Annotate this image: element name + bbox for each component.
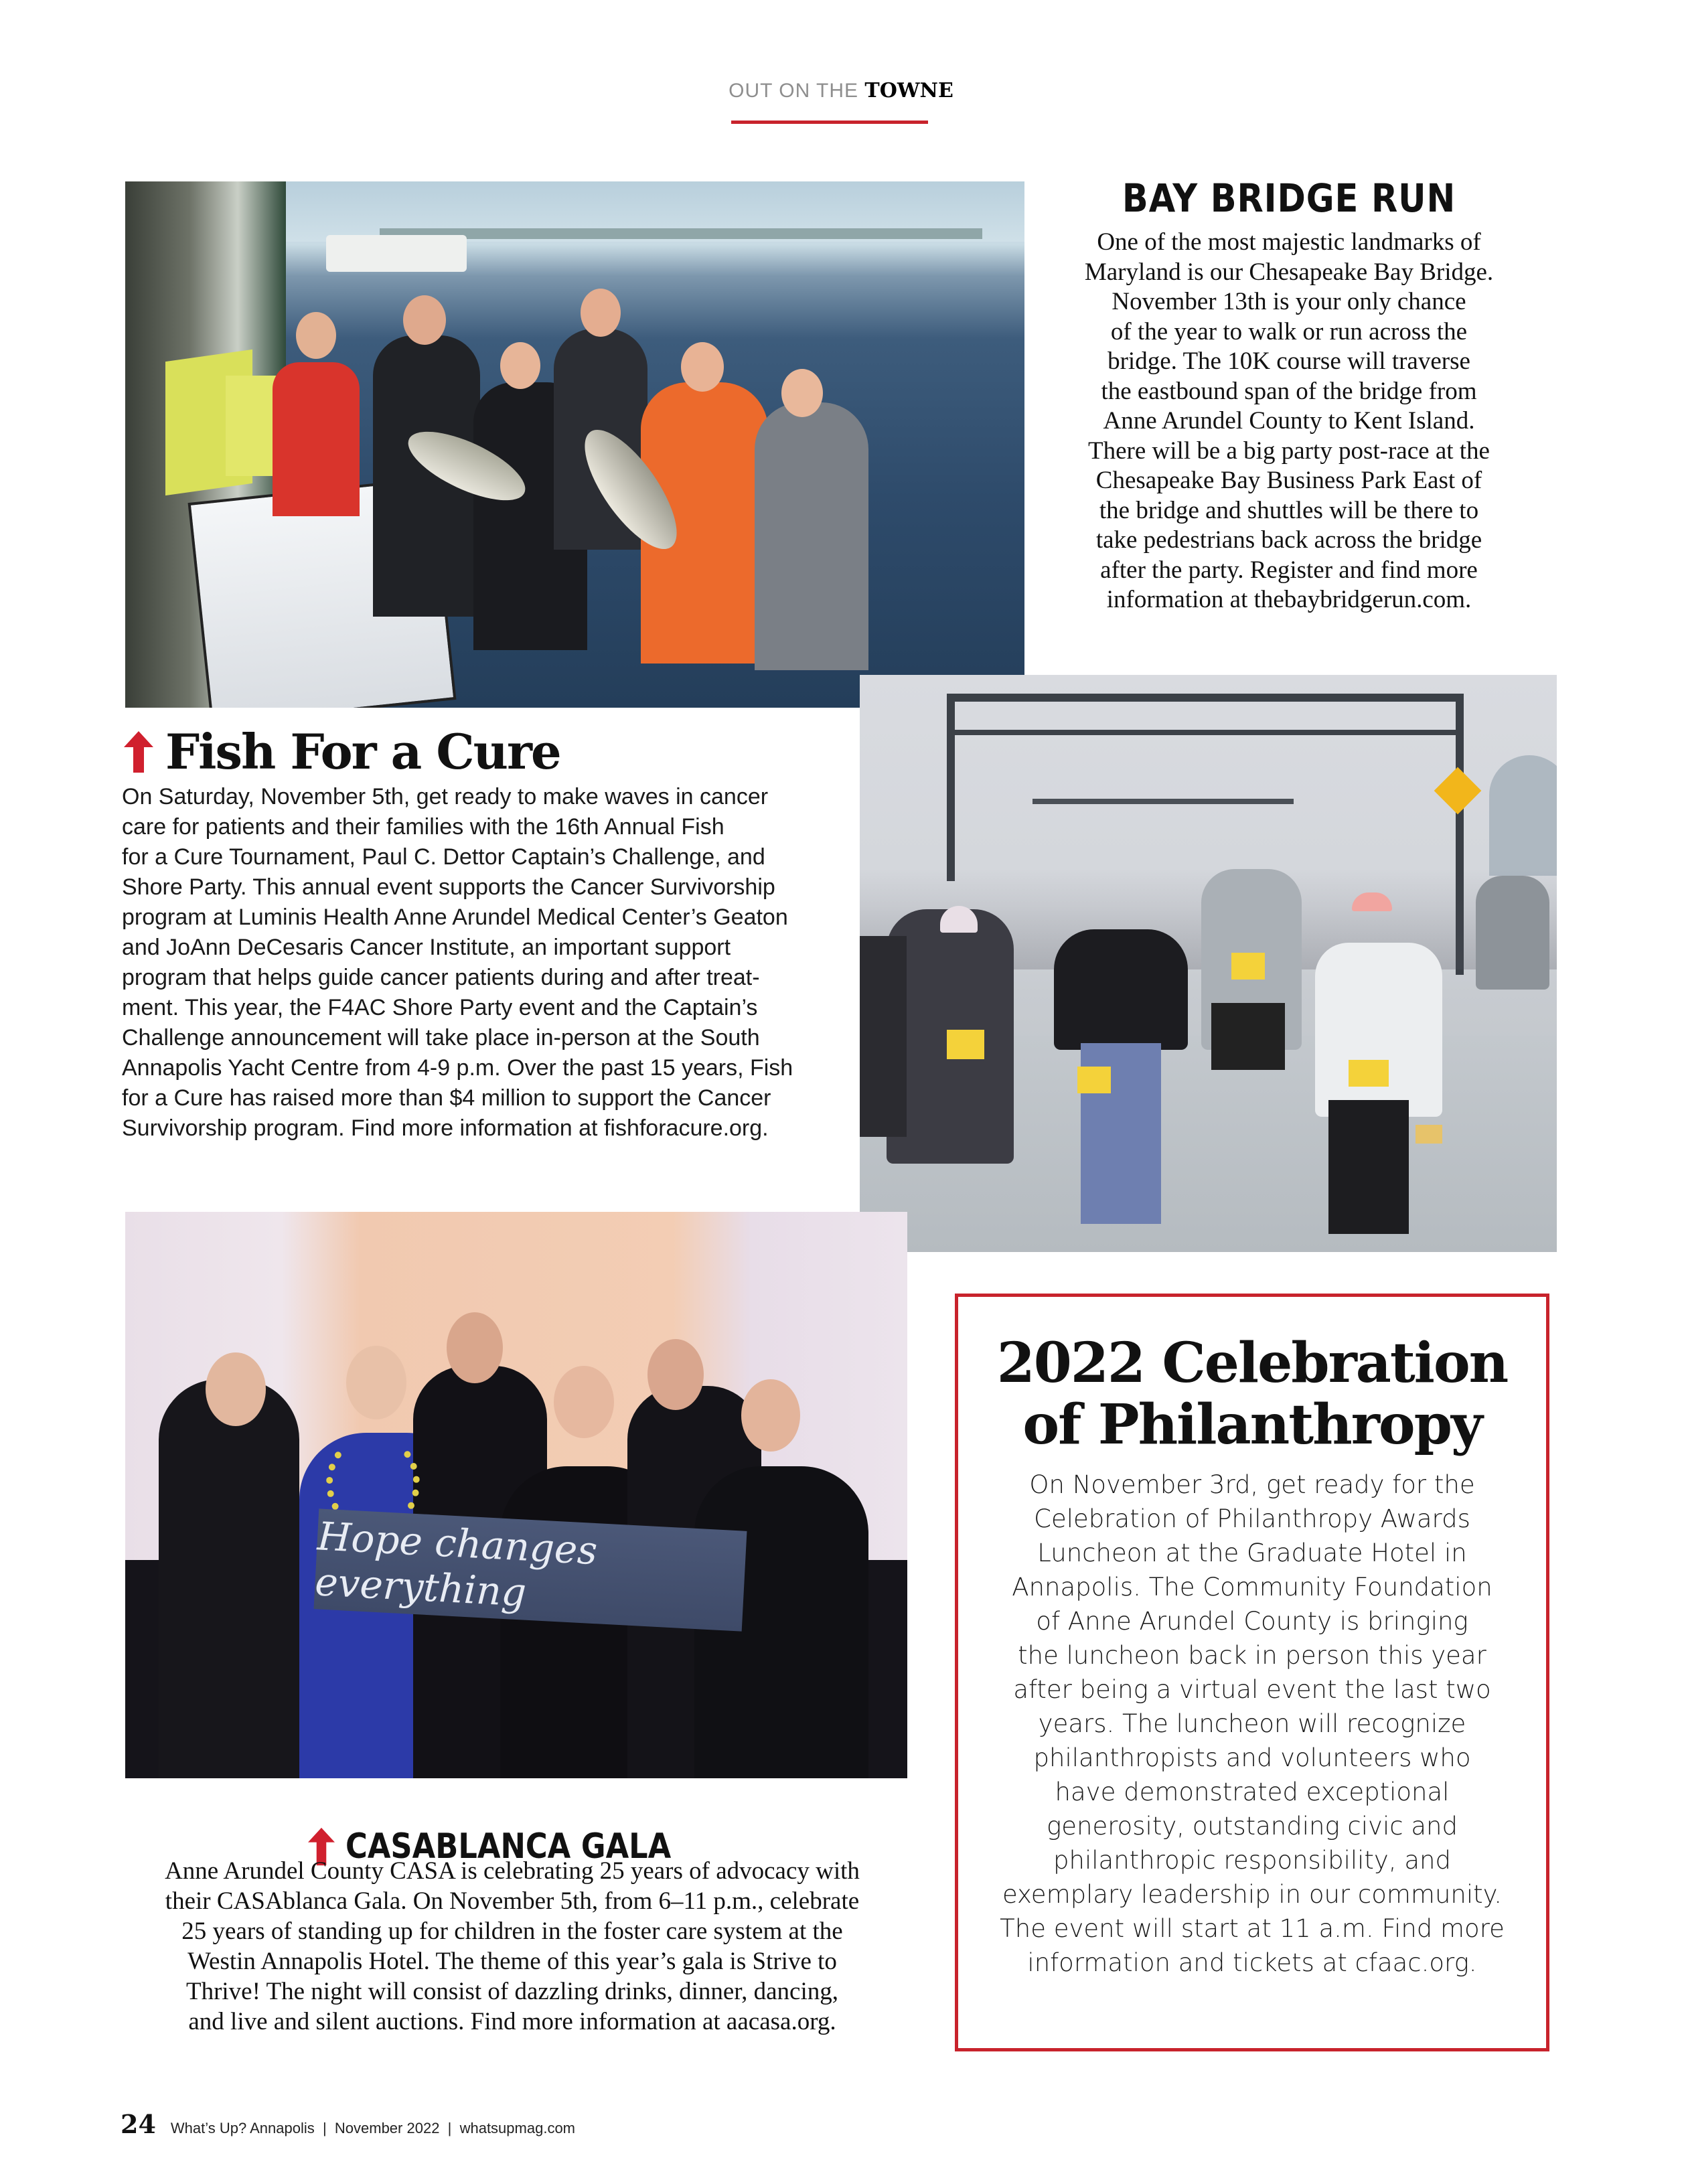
casablanca-gala-heading: CASABLANCA GALA [346,1826,672,1867]
body-line: take pedestrians back across the bridge [1095,526,1482,554]
body-line: ment. This year, the F4AC Shore Party event and the Captain’s [122,995,758,1020]
fish-for-a-cure-title [124,723,560,780]
body-line: Westin Annapolis Hotel. The theme of this year’s gala is Strive to [187,1948,837,1975]
body-line: philanthropic responsibility, and [1053,1846,1451,1875]
title-line: of Philanthropy [1022,1393,1482,1457]
body-line: information and tickets at cfaac.org. [1027,1948,1477,1977]
casablanca-gala-photo [125,1212,907,1778]
fish-for-a-cure-heading: Fish For a Cure [165,723,560,780]
body-line: the bridge and shuttles will be there to [1099,496,1479,524]
bay-bridge-run-body [1035,228,1543,615]
body-line: Survivorship program. Find more information at fishforacure.org. [122,1115,769,1141]
body-line: years. The luncheon will recognize [1038,1709,1466,1738]
section-header-light: OUT ON THE [729,80,859,102]
body-line: information at thebaybridgerun.com. [1106,586,1472,613]
body-line: after the party. Register and find more [1100,556,1478,584]
body-line: after being a virtual event the last two [1013,1675,1491,1704]
body-line: of the year to walk or run across the [1110,317,1468,345]
header-rule [731,121,928,124]
body-line: There will be a big party post-race at the [1088,437,1490,465]
casablanca-gala-body [121,1856,904,2037]
fish-for-a-cure-photo [125,181,1024,708]
body-line: program at Luminis Health Anne Arundel Medical Center’s Geaton [122,905,788,930]
body-line: the eastbound span of the bridge from [1101,377,1477,405]
body-line: of Anne Arundel County is bringing [1036,1607,1468,1636]
body-line: Maryland is our Chesapeake Bay Bridge. [1084,258,1494,286]
body-line: for a Cure has raised more than $4 million to support the Cancer [122,1085,771,1111]
body-line: their CASAblanca Gala. On November 5th, from 6–11 p.m., celebrate [165,1887,860,1915]
body-line: Anne Arundel County to Kent Island. [1103,407,1475,435]
body-line: bridge. The 10K course will traverse [1107,347,1470,375]
footer-meta: What’s Up? Annapolis | November 2022 | whatsupmag.com [170,2120,575,2136]
body-line: One of the most majestic landmarks of [1097,228,1481,256]
bay-bridge-run-title: BAY BRIDGE RUN [1122,175,1456,221]
body-line: philanthropists and volunteers who [1033,1743,1471,1772]
body-line: On Saturday, November 5th, get ready to make waves in cancer [122,784,769,809]
body-line: have demonstrated exceptional [1055,1778,1450,1806]
body-line: Anne Arundel County CASA is celebrating 25 years of advocacy with [165,1857,860,1885]
philanthropy-title [955,1332,1549,1456]
body-line: The event will start at 11 a.m. Find more [1000,1914,1505,1943]
body-line: Chesapeake Bay Business Park East of [1095,467,1482,494]
body-line: Annapolis Yacht Centre from 4-9 p.m. Over the past 15 years, Fish [122,1055,793,1081]
philanthropy-body [978,1468,1527,1980]
body-line: and JoAnn DeCesaris Cancer Institute, an important support [122,935,731,960]
body-line: program that helps guide cancer patients during and after treat- [122,965,760,990]
body-line: generosity, outstanding civic and [1047,1812,1458,1841]
section-header-bold: TOWNE [864,79,953,102]
fish-for-a-cure-body [122,782,845,1144]
bay-bridge-run-photo [860,675,1557,1252]
body-line: Annapolis. The Community Foundation [1012,1573,1493,1602]
body-line: the luncheon back in person this year [1018,1641,1486,1670]
body-line: and live and silent auctions. Find more information at aacasa.org. [188,2008,836,2035]
body-line: for a Cure Tournament, Paul C. Dettor Captain’s Challenge, and [122,844,765,870]
body-line: Challenge announcement will take place in-person at the South [122,1025,760,1050]
title-line: 2022 Celebration [996,1331,1508,1395]
body-line: care for patients and their families with the 16th Annual Fish [122,814,724,840]
section-header [670,79,1012,102]
body-line: Celebration of Philanthropy Awards [1034,1504,1470,1533]
body-line: 25 years of standing up for children in the foster care system at the [181,1918,843,1945]
body-line: Luncheon at the Graduate Hotel in [1037,1539,1467,1567]
body-line: November 13th is your only chance [1112,288,1466,315]
up-arrow-icon [124,731,153,773]
body-line: exemplary leadership in our community. [1002,1880,1503,1909]
page-footer [121,2109,575,2139]
body-line: On November 3rd, get ready for the [1029,1470,1475,1499]
gala-sign-text: Hope changes everything [313,1513,599,1616]
body-line: Shore Party. This annual event supports the Cancer Survivorship [122,874,775,900]
page-number: 24 [121,2109,156,2139]
body-line: Thrive! The night will consist of dazzling drinks, dinner, dancing, [185,1978,838,2005]
